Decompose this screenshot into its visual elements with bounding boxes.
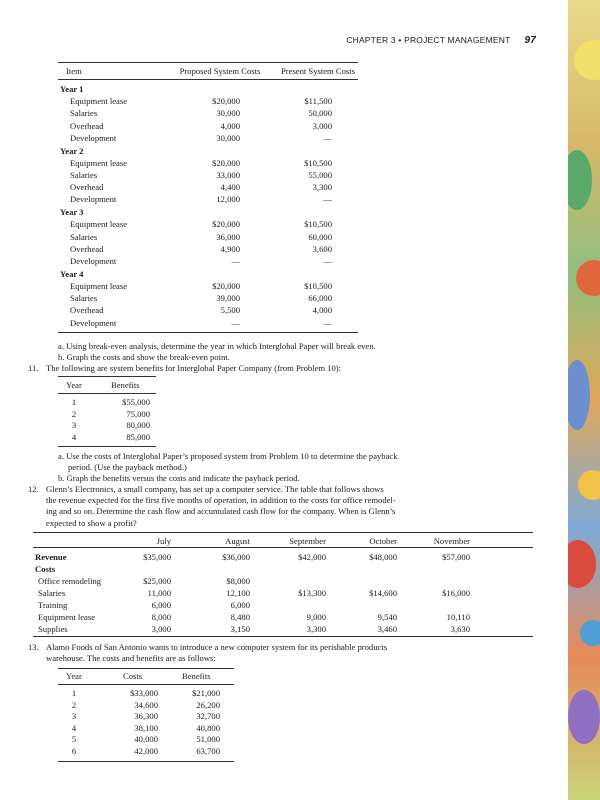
table-10-header-item: Item [66, 66, 82, 76]
table-12-costs-label: Costs [35, 564, 56, 574]
table-13-benefit: 40,800 [196, 722, 220, 733]
table-11-benefit: 80,000 [126, 420, 150, 430]
table-12-month-header: September [289, 536, 326, 546]
problem-11a-line2: period. (Use the payback method.) [68, 462, 187, 472]
table-11-year: 1 [71, 397, 77, 407]
table-12-revenue-value: $35,000 [143, 552, 171, 562]
table-10-item: Salaries [70, 231, 98, 242]
decor-blob [568, 150, 592, 210]
table-10-year-label: Year 4 [60, 268, 84, 279]
problem-12-number: 12. [28, 484, 39, 494]
table-10-item: Development [70, 256, 117, 266]
table-13-year: 3 [71, 711, 77, 722]
table-10-present: 3,000 [312, 120, 332, 131]
table-10-present: 60,000 [308, 231, 332, 242]
problem-10b: b. Graph the costs and show the break-even point. [58, 352, 230, 362]
decor-blob [576, 260, 600, 296]
table-12-cost-value: 3,000 [151, 624, 171, 634]
table-11-year: 2 [71, 408, 77, 419]
table-10-present: $10,500 [304, 219, 332, 230]
table-10-proposed: — [231, 256, 240, 266]
table-10-present: $11,500 [304, 96, 332, 107]
table-10-item: Equipment lease [70, 281, 128, 291]
table-10-proposed: 4,400 [220, 182, 240, 193]
table-10-item: Salaries [70, 293, 98, 304]
table-12-month-header: August [225, 536, 250, 546]
table-11-benefit: 85,000 [126, 431, 150, 442]
table-12-cost-value: $25,000 [143, 576, 171, 586]
table-10-present: 4,000 [312, 305, 332, 316]
table-11-benefit: 75,000 [126, 408, 150, 419]
table-10-proposed: 4,000 [220, 120, 240, 131]
table-12-header-rule [33, 547, 533, 548]
problem-10a: a. Using break-even analysis, determine the year in which Interglobal Paper will break even. [58, 341, 376, 351]
table-10-item: Development [70, 194, 117, 205]
table-10-proposed: 30,000 [216, 132, 240, 143]
table-12-cost-value: 3,150 [230, 624, 250, 634]
table-11-year: 3 [71, 420, 77, 430]
table-12-cost-value: 8,480 [230, 612, 250, 622]
table-10-item: Overhead [70, 243, 104, 254]
table-13-header-year: Year [66, 671, 82, 681]
table-11-header-year: Year [66, 380, 82, 390]
table-10-present: 50,000 [308, 108, 332, 119]
table-10-present: 66,000 [308, 293, 332, 304]
table-12-cost-label: Salaries [38, 588, 66, 598]
table-13-cost: $33,000 [130, 688, 158, 698]
table-13-header-rule [58, 684, 234, 685]
table-13-cost: 34,600 [134, 699, 158, 710]
table-13-cost: 36,300 [134, 711, 158, 722]
table-10-year-label: Year 3 [60, 207, 84, 218]
table-10-proposed: — [231, 317, 240, 328]
table-13-cost: 40,000 [134, 734, 158, 745]
decor-blob [568, 360, 590, 430]
table-11-benefit: $55,000 [122, 397, 150, 407]
chapter-title: CHAPTER 3 • PROJECT MANAGEMENT [346, 35, 511, 45]
table-13-year: 4 [71, 722, 77, 733]
decor-blob [574, 40, 600, 80]
table-12-cost-label: Office remodeling [38, 576, 102, 586]
table-10-proposed: $20,000 [212, 219, 240, 230]
table-12-month-header: October [369, 536, 397, 546]
table-12-cost-label: Training [38, 600, 68, 610]
table-12-cost-label: Equipment lease [38, 612, 96, 622]
table-10-item: Equipment lease [70, 96, 128, 107]
table-13-cost: 38,100 [134, 722, 158, 733]
decor-blob [568, 690, 600, 744]
table-12-revenue-value: $57,000 [442, 552, 470, 562]
decor-blob [568, 540, 596, 588]
table-10-present: 3,300 [312, 182, 332, 193]
table-13-bottom-rule [58, 761, 234, 762]
problem-11b: b. Graph the benefits versus the costs and indicate the payback period. [58, 473, 300, 483]
decorative-art-strip [568, 0, 600, 800]
problem-13-line: Alamo Foods of San Antonio wants to introduce a new computer system for its perishable products [46, 642, 388, 652]
table-10-proposed: 33,000 [216, 170, 240, 180]
table-10-proposed: 12,000 [216, 194, 240, 205]
table-10-top-rule [58, 62, 358, 63]
table-10-item: Overhead [70, 120, 104, 131]
table-11-top-rule [58, 376, 156, 377]
table-10-header-rule [58, 79, 358, 80]
table-10-present: $10,500 [304, 157, 332, 168]
problem-12-line: ing and so on. Determine the cash flow and accumulated cash flow for the company. When is Glenn’s [46, 506, 396, 517]
table-12-top-rule [33, 532, 533, 533]
problem-13-line: warehouse. The costs and benefits are as follows: [46, 653, 216, 664]
table-10-present: — [323, 132, 332, 143]
table-12-revenue-value: $48,000 [369, 552, 397, 562]
table-10-present: — [323, 317, 332, 328]
table-13-year: 2 [71, 699, 77, 710]
table-13-year: 5 [71, 734, 77, 745]
table-10-present: 3,600 [312, 243, 332, 254]
table-12-cost-value: 12,100 [226, 588, 250, 598]
table-13-header-benefits: Benefits [182, 671, 211, 681]
table-12-month-header: November [433, 536, 470, 546]
table-12-month-header: July [156, 536, 171, 546]
table-11-year: 4 [71, 431, 77, 442]
table-12-cost-value: $13,300 [298, 588, 326, 598]
table-10-year-label: Year 2 [60, 145, 84, 156]
table-12-cost-value: 3,630 [450, 624, 470, 634]
table-13-benefit: 32,700 [196, 711, 220, 722]
table-13-header-costs: Costs [123, 671, 143, 681]
problem-11-text: The following are system benefits for Interglobal Paper Company (from Problem 10): [46, 363, 342, 373]
table-13-benefit: 51,000 [196, 734, 220, 745]
table-10-proposed: 39,000 [216, 293, 240, 304]
table-12-cost-value: 9,000 [306, 612, 326, 622]
table-10-proposed: $20,000 [212, 157, 240, 168]
table-12-revenue-value: $42,000 [298, 552, 326, 562]
decor-blob [580, 620, 600, 646]
table-10-item: Overhead [70, 305, 104, 316]
table-10-item: Salaries [70, 170, 98, 180]
table-12-cost-value: $8,000 [226, 576, 250, 586]
problem-12-line: expected to show a profit? [46, 517, 137, 528]
table-12-cost-value: 6,000 [151, 600, 171, 610]
table-10-year-label: Year 1 [60, 84, 84, 94]
table-10-item: Development [70, 132, 117, 143]
table-10-item: Development [70, 317, 117, 328]
table-12-cost-value: $16,000 [442, 588, 470, 598]
table-10-proposed: $20,000 [212, 96, 240, 107]
page-header [346, 35, 536, 46]
problem-12-line: the revenue expected for the first five months of operation, in addition to the costs for office remodel- [46, 495, 396, 506]
decor-blob [578, 470, 600, 500]
table-12-cost-label: Supplies [38, 624, 68, 634]
table-12-cost-value: 9,540 [377, 612, 397, 622]
table-10-item: Equipment lease [70, 157, 128, 168]
table-10-present: 55,000 [308, 170, 332, 180]
table-10-item: Overhead [70, 182, 104, 193]
table-10-proposed: 30,000 [216, 108, 240, 119]
problem-11-number: 11. [28, 363, 39, 373]
table-12-cost-value: 6,000 [230, 600, 250, 610]
table-10-present: — [323, 256, 332, 266]
table-11-header-rule [58, 393, 156, 394]
table-11-header-benefits: Benefits [111, 380, 140, 390]
table-12-cost-value: $14,600 [369, 588, 397, 598]
table-13-benefit: 26,200 [196, 699, 220, 710]
table-10-bottom-rule [58, 332, 358, 333]
table-13-cost: 42,000 [134, 746, 158, 756]
table-13-top-rule [58, 668, 234, 669]
table-10-header-present: Present System Costs [280, 66, 355, 76]
table-10-header-proposed: Proposed System Costs [179, 66, 261, 76]
table-12-cost-value: 11,000 [147, 588, 171, 598]
table-12-cost-value: 3,300 [306, 624, 326, 634]
table-10-present: — [323, 194, 332, 205]
table-13-year: 1 [71, 688, 77, 698]
table-13-benefit: $21,000 [192, 688, 220, 698]
table-10-proposed: $20,000 [212, 281, 240, 291]
problem-11a-line1: a. Use the costs of Interglobal Paper’s proposed system from Problem 10 to determine the payback [58, 451, 398, 461]
page-number: 97 [524, 35, 536, 46]
table-13-benefit: 63,700 [196, 746, 220, 756]
table-13-year: 6 [71, 746, 77, 756]
table-10-proposed: 36,000 [216, 231, 240, 242]
problem-13-number: 13. [28, 642, 39, 652]
table-12-bottom-rule [33, 636, 533, 637]
table-10-item: Equipment lease [70, 219, 128, 230]
table-12-revenue-label: Revenue [35, 552, 67, 562]
problem-12-line: Glenn’s Electronics, a small company, has set up a computer service. The table that follows shows [46, 484, 384, 494]
table-10-proposed: 4,900 [220, 243, 240, 254]
table-12-cost-value: 8,000 [151, 612, 171, 622]
table-12-cost-value: 10,110 [446, 612, 470, 622]
table-10-item: Salaries [70, 108, 98, 119]
table-12-cost-value: 3,460 [377, 624, 397, 634]
table-11-bottom-rule [58, 446, 156, 447]
table-10-present: $10,500 [304, 281, 332, 291]
table-10-proposed: 5,500 [220, 305, 240, 316]
table-12-revenue-value: $36,000 [222, 552, 250, 562]
